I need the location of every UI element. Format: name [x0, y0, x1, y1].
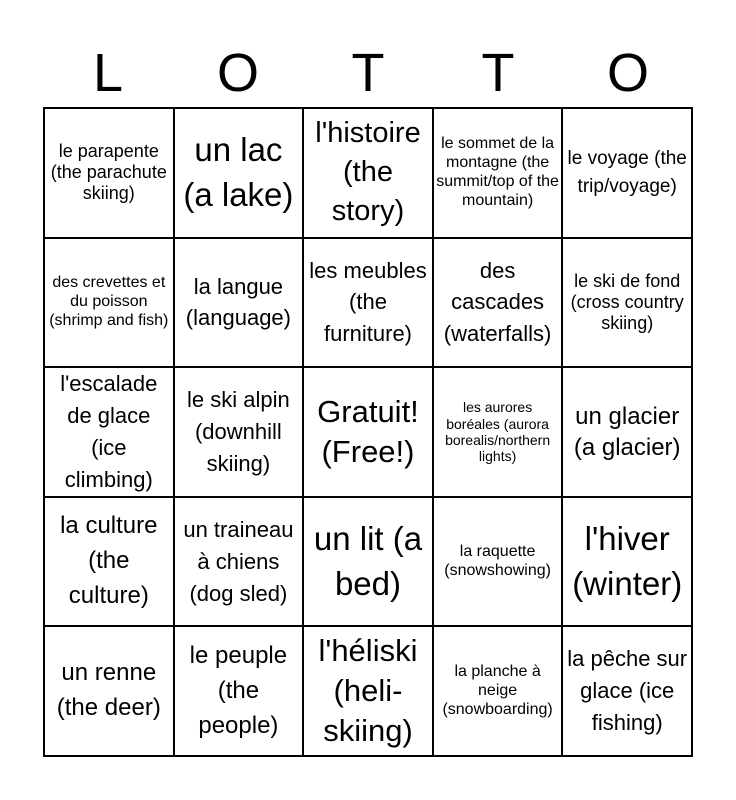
title-letter-l: L	[92, 43, 124, 103]
cell-text: un lac (a lake)	[183, 131, 294, 213]
title-letter-o: O	[216, 43, 259, 103]
board-cell[interactable]	[175, 498, 305, 628]
cell-text: la pêche sur glace (ice fishing)	[567, 646, 688, 736]
board-cell[interactable]	[563, 498, 693, 628]
board-cell[interactable]	[434, 498, 564, 628]
board-cell[interactable]	[45, 498, 175, 628]
board-cell[interactable]	[434, 627, 564, 757]
cell-text: le voyage (the trip/voyage)	[567, 148, 687, 197]
cell-text: le ski de fond (cross country skiing)	[570, 270, 684, 333]
free-space-text: Gratuit! (Free!)	[317, 393, 419, 469]
board-cell[interactable]	[45, 627, 175, 757]
cell-text: le peuple (the people)	[189, 642, 288, 739]
board-cell[interactable]	[45, 368, 175, 498]
lotto-title	[43, 40, 693, 106]
cell-text: le ski alpin (downhill skiing)	[187, 387, 290, 476]
board-cell[interactable]	[563, 239, 693, 369]
free-space[interactable]	[304, 368, 434, 498]
board-cell[interactable]	[175, 109, 305, 239]
cell-text: l'histoire (the story)	[315, 117, 421, 228]
board-cell[interactable]	[175, 239, 305, 369]
board-cell[interactable]	[563, 109, 693, 239]
board-cell[interactable]	[304, 498, 434, 628]
cell-text: un traineau à chiens (dog sled)	[183, 516, 294, 606]
cell-text: la langue (language)	[185, 273, 291, 331]
cell-text: la culture (the culture)	[60, 512, 158, 609]
board-cell[interactable]	[434, 239, 564, 369]
cell-text: un glacier (a glacier)	[573, 402, 681, 461]
board-cell[interactable]	[563, 627, 693, 757]
cell-text: la planche à neige (snowboarding)	[442, 663, 553, 718]
board-cell[interactable]	[563, 368, 693, 498]
cell-text: la raquette (snowshowing)	[444, 542, 551, 579]
board-cell[interactable]	[304, 627, 434, 757]
board-cell[interactable]	[434, 368, 564, 498]
title-letter-t-2: T	[481, 43, 515, 103]
board-cell[interactable]	[304, 109, 434, 239]
cell-text: les meubles (the furniture)	[309, 257, 427, 347]
title-letter-t: T	[351, 43, 385, 103]
cell-text: les aurores boréales (aurora borealis/northern lights)	[445, 399, 551, 465]
cell-text: l'héliski (heli-skiing)	[318, 632, 418, 749]
cell-text: des crevettes et du poisson (shrimp and fish)	[49, 274, 169, 329]
board-cell[interactable]	[45, 109, 175, 239]
cell-text: des cascades (waterfalls)	[443, 257, 552, 347]
cell-text: un renne (the deer)	[56, 659, 161, 722]
cell-text: l'hiver (winter)	[572, 520, 683, 602]
lotto-board	[43, 107, 693, 757]
title-letter-o-2: O	[606, 43, 649, 103]
board-cell[interactable]	[45, 239, 175, 369]
board-cell[interactable]	[304, 239, 434, 369]
cell-text: un lit (a bed)	[313, 520, 423, 602]
board-cell[interactable]	[175, 368, 305, 498]
board-cell[interactable]	[434, 109, 564, 239]
cell-text: le sommet de la montagne (the summit/top of the mountain)	[436, 135, 559, 209]
board-cell[interactable]	[175, 627, 305, 757]
cell-text: le parapente (the parachute skiing)	[50, 141, 167, 204]
cell-text: l'escalade de glace (ice climbing)	[60, 371, 158, 492]
